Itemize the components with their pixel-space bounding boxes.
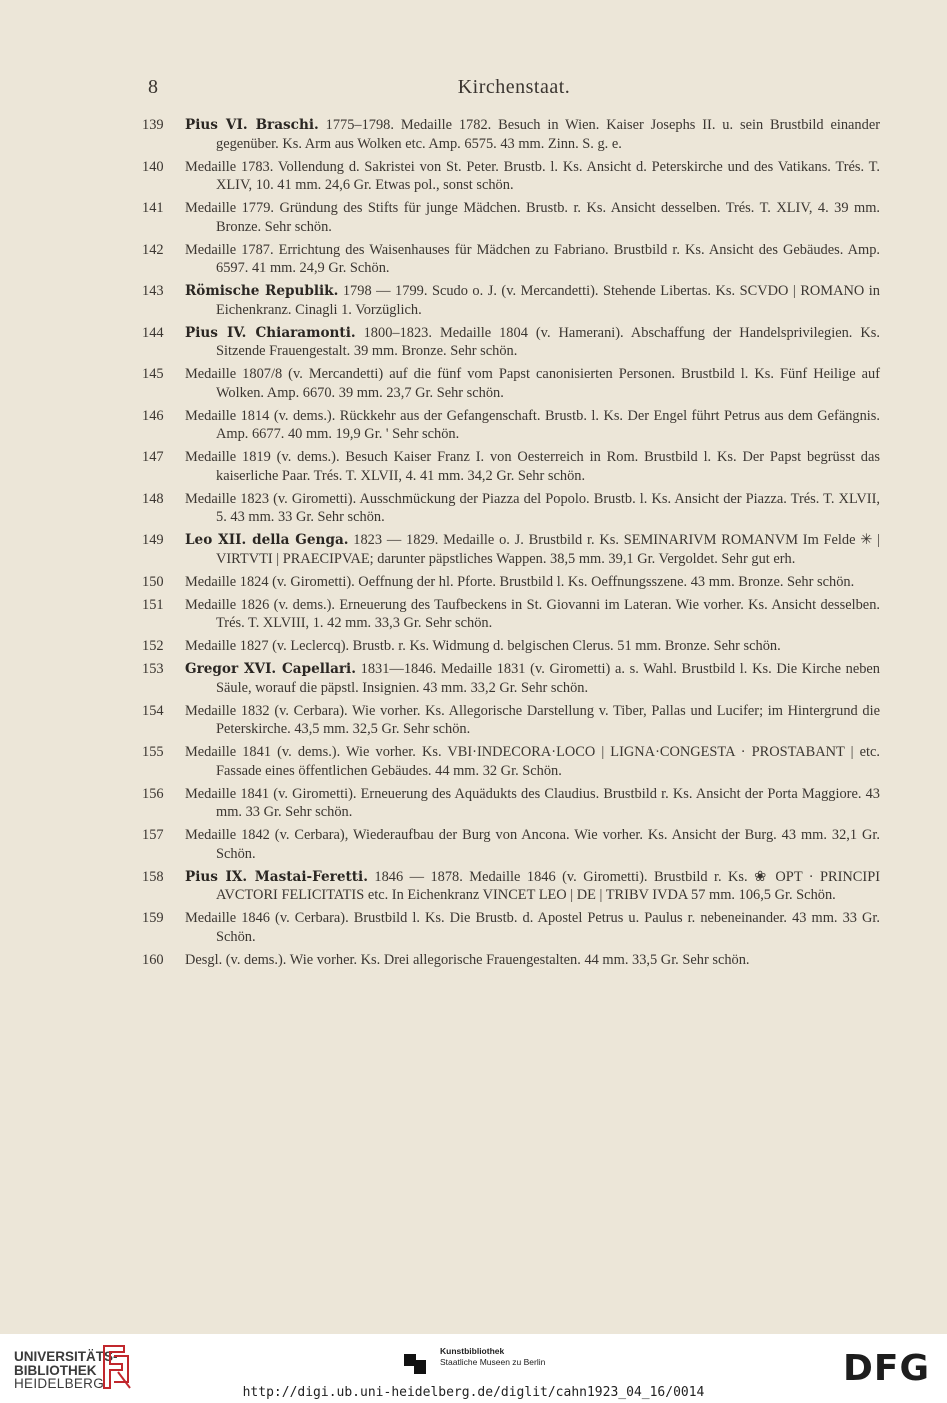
entry-text: Medaille 1846 (v. Cerbara). Brustbild l. Ks. Die Brustb. d. Apostel Petrus u. Paulus r. nebeneinander. 43 mm. 33 Gr. Schön. xyxy=(185,910,880,945)
entry-body xyxy=(185,660,880,697)
catalog-entry xyxy=(142,596,880,633)
entry-body xyxy=(185,365,880,402)
entry-number: 153 xyxy=(142,661,164,677)
entry-number: 141 xyxy=(142,200,164,216)
entry-body xyxy=(185,490,880,527)
entry-body xyxy=(185,531,880,568)
entry-body xyxy=(185,868,880,905)
catalog-entry xyxy=(142,826,880,863)
entry-text: Medaille 1832 (v. Cerbara). Wie vorher. Ks. Allegorische Darstellung v. Tiber, Pallas und Lucifer; im Hintergrund die Peterskirche. 43,5 mm. 32,5 Gr. Sehr schön. xyxy=(185,702,880,737)
entry-ruler-heading: Pius VI. Braschi. xyxy=(185,117,319,133)
catalog-entry xyxy=(142,407,880,444)
catalog-entry xyxy=(142,158,880,195)
entry-text: Desgl. (v. dems.). Wie vorher. Ks. Drei allegorische Frauengestalten. 44 mm. 33,5 Gr. Sehr schön. xyxy=(185,951,750,968)
entry-number: 155 xyxy=(142,744,164,760)
catalog-entry xyxy=(142,660,880,697)
catalog-entry xyxy=(142,573,880,592)
entry-text: Medaille 1841 (v. dems.). Wie vorher. Ks. VBI·INDECORA·LOCO | LIGNA·CONGESTA · PROSTABANT | etc. Fassade eines öffentlichen Gebäudes. 44 mm. 32 Gr. Schön. xyxy=(185,744,880,779)
entry-number: 142 xyxy=(142,241,164,258)
entry-body xyxy=(185,951,880,970)
entry-ruler-heading: Leo XII. della Genga. xyxy=(185,532,349,548)
catalog-entry xyxy=(142,951,880,970)
entry-number: 160 xyxy=(142,951,164,968)
entry-text: Medaille 1841 (v. Girometti). Erneuerung des Aquädukts des Claudius. Brustbild r. Ks. Ansicht der Porta Maggiore. 43 mm. 33 Gr. Sehr schön. xyxy=(185,785,880,820)
entry-body xyxy=(185,743,880,780)
entry-number: 147 xyxy=(142,449,164,465)
entry-ruler-heading: Römische Republik. xyxy=(185,283,339,299)
entry-text: 1800–1823. Medaille 1804 (v. Hamerani). Abschaffung der Handelsprivilegien. Ks. Sitzende Frauengestalt. 39 mm. Bronze. Sehr schön. xyxy=(216,324,880,359)
catalog-entry xyxy=(142,282,880,319)
entry-text: Medaille 1827 (v. Leclercq). Brustb. r. Ks. Widmung d. belgischen Clerus. 51 mm. Bronze. Sehr schön. xyxy=(185,638,781,654)
catalog-entry xyxy=(142,909,880,946)
entry-number: 145 xyxy=(142,366,164,382)
entry-ruler-heading: Pius IV. Chiaramonti. xyxy=(185,324,356,341)
entry-body xyxy=(185,448,880,485)
entry-text: 1798 — 1799. Scudo o. J. (v. Mercandetti). Stehende Libertas. Ks. SCVDO | ROMANO in Eichenkranz. Cinagli 1. Vorzüglich. xyxy=(216,283,880,318)
entry-text: Medaille 1779. Gründung des Stifts für junge Mädchen. Brustb. r. Ks. Ansicht desselben. Trés. T. XLIV, 4. 39 mm. Bronze. Sehr schön. xyxy=(185,200,880,235)
catalog-entry xyxy=(142,241,880,278)
catalog-entry xyxy=(142,490,880,527)
entry-number: 139 xyxy=(142,117,164,133)
entry-number: 159 xyxy=(142,910,164,926)
kunstbibliothek-text xyxy=(440,1346,545,1368)
entry-number: 151 xyxy=(142,596,164,613)
entry-body xyxy=(185,324,880,361)
entry-body xyxy=(185,116,880,153)
entry-body xyxy=(185,637,880,656)
entry-number: 156 xyxy=(142,785,164,802)
entry-body xyxy=(185,702,880,739)
catalog-entry xyxy=(142,365,880,402)
entry-text: 1823 — 1829. Medaille o. J. Brustbild r. Ks. SEMINARIVM ROMANVM Im Felde ✳ | VIRTVTI | PRAECIPVAE; darunter päpstliches Wappen. 38,5 mm. 39,1 Gr. Vergoldet. Sehr gut erh. xyxy=(216,532,881,567)
footer-bar xyxy=(0,1334,947,1403)
entry-text: Medaille 1826 (v. dems.). Erneuerung des Taufbeckens in St. Giovanni im Lateran. Wie vorher. Ks. Ansicht desselben. Trés. T. XLVIII, 1. 42 mm. 33,3 Gr. Sehr schön. xyxy=(185,596,880,631)
entry-number: 148 xyxy=(142,490,164,507)
entry-number: 152 xyxy=(142,638,164,654)
entry-ruler-heading: Gregor XVI. Capellari. xyxy=(185,661,356,677)
entry-body xyxy=(185,282,880,319)
entry-number: 140 xyxy=(142,158,164,175)
entry-body xyxy=(185,909,880,946)
entry-text: Medaille 1842 (v. Cerbara), Wiederaufbau der Burg von Ancona. Wie vorher. Ks. Ansicht der Burg. 43 mm. 32,1 Gr. Schön. xyxy=(185,827,880,862)
page-number: 8 xyxy=(148,76,158,98)
catalog-entry xyxy=(142,743,880,780)
catalog-entry xyxy=(142,702,880,739)
entry-number: 154 xyxy=(142,702,164,719)
entry-text: Medaille 1787. Errichtung des Waisenhauses für Mädchen zu Fabriano. Brustbild r. Ks. Ansicht des Gebäudes. Amp. 6597. 41 mm. 24,9 Gr. Schön. xyxy=(185,241,880,276)
entry-body xyxy=(185,241,880,278)
entry-text: Medaille 1814 (v. dems.). Rückkehr aus der Gefangenschaft. Brustb. l. Ks. Der Engel führt Petrus aus dem Gefängnis. Amp. 6677. 40 mm. 19,9 Gr. ' Sehr schön. xyxy=(185,407,880,442)
entry-body xyxy=(185,158,880,195)
catalog-entry xyxy=(142,199,880,236)
entry-text: 1775–1798. Medaille 1782. Besuch in Wien. Kaiser Josephs II. u. sein Brustbild einander gegenüber. Ks. Arm aus Wolken etc. Amp. 6575. 43 mm. Zinn. S. g. e. xyxy=(216,117,881,152)
page-header xyxy=(148,76,880,100)
entry-body xyxy=(185,596,880,633)
entry-number: 157 xyxy=(142,827,164,843)
entry-text: Medaille 1819 (v. dems.). Besuch Kaiser Franz I. von Oesterreich in Rom. Brustbild l. Ks. Der Papst begrüsst das kaiserliche Paar. Trés. T. XLVII, 4. 41 mm. 34,2 Gr. Sehr schön. xyxy=(185,449,880,484)
entry-text: Medaille 1824 (v. Girometti). Oeffnung der hl. Pforte. Brustbild l. Ks. Oeffnungsszene. 43 mm. Bronze. Sehr schön. xyxy=(185,573,855,590)
kunstbibliothek-logo-icon xyxy=(400,1348,430,1378)
entry-number: 149 xyxy=(142,532,164,548)
entry-text: Medaille 1807/8 (v. Mercandetti) auf die fünf vom Papst canonisierten Personen. Brustbild l. Ks. Fünf Heilige auf Wolken. Amp. 6670. 39 mm. 23,7 Gr. Sehr schön. xyxy=(185,366,880,401)
university-line: HEIDELBERG xyxy=(14,1376,105,1391)
entry-body xyxy=(185,826,880,863)
catalog-entry xyxy=(142,785,880,822)
catalog-entry xyxy=(142,448,880,485)
university-line: UNIVERSITÄTS- xyxy=(14,1349,118,1364)
entry-text: Medaille 1783. Vollendung d. Sakristei von St. Peter. Brustb. l. Ks. Ansicht d. Peterskirche und des Vatikans. Trés. T. XLIV, 10. 41 mm. 24,6 Gr. Etwas pol., sonst schön. xyxy=(185,158,880,193)
entry-number: 143 xyxy=(142,283,164,299)
catalog-entry xyxy=(142,116,880,153)
catalog-entry xyxy=(142,324,880,361)
catalog-entry xyxy=(142,868,880,905)
entry-body xyxy=(185,407,880,444)
entry-body xyxy=(185,785,880,822)
catalog-entry xyxy=(142,531,880,568)
dfg-logo: DFG xyxy=(843,1348,931,1389)
entry-number: 146 xyxy=(142,407,164,424)
permalink-url[interactable]: http://digi.ub.uni-heidelberg.de/diglit/cahn1923_04_16/0014 xyxy=(242,1385,705,1400)
entry-text: Medaille 1823 (v. Girometti). Ausschmückung der Piazza del Popolo. Brustb. l. Ks. Ansicht der Piazza. Trés. T. XLVII, 5. 43 mm. 33 Gr. Sehr schön. xyxy=(185,490,880,525)
catalog-entry xyxy=(142,637,880,656)
entry-number: 144 xyxy=(142,324,164,341)
entry-number: 158 xyxy=(142,868,164,885)
entry-body xyxy=(185,573,880,592)
museen-label: Staatliche Museen zu Berlin xyxy=(440,1357,546,1367)
entry-number: 150 xyxy=(142,573,164,590)
page-title: Kirchenstaat. xyxy=(457,76,571,98)
entry-text: 1831—1846. Medaille 1831 (v. Girometti) a. s. Wahl. Brustbild l. Ks. Die Kirche neben Säule, worauf die päpstl. Insignien. 43 mm. 33,2 Gr. Sehr schön. xyxy=(216,661,881,696)
kunstbibliothek-label: Kunstbibliothek xyxy=(440,1346,505,1356)
entry-body xyxy=(185,199,880,236)
entry-ruler-heading: Pius IX. Mastai-Feretti. xyxy=(185,868,368,885)
entry-text: 1846 — 1878. Medaille 1846 (v. Girometti). Brustbild r. Ks. ❀ OPT · PRINCIPI AVCTORI FELICITATIS etc. In Eichenkranz VINCET LEO | DE | TRIBV IVDA 57 mm. 106,5 Gr. Schön. xyxy=(216,868,880,903)
catalog-entries xyxy=(142,116,880,974)
university-line: BIBLIOTHEK xyxy=(14,1362,97,1378)
